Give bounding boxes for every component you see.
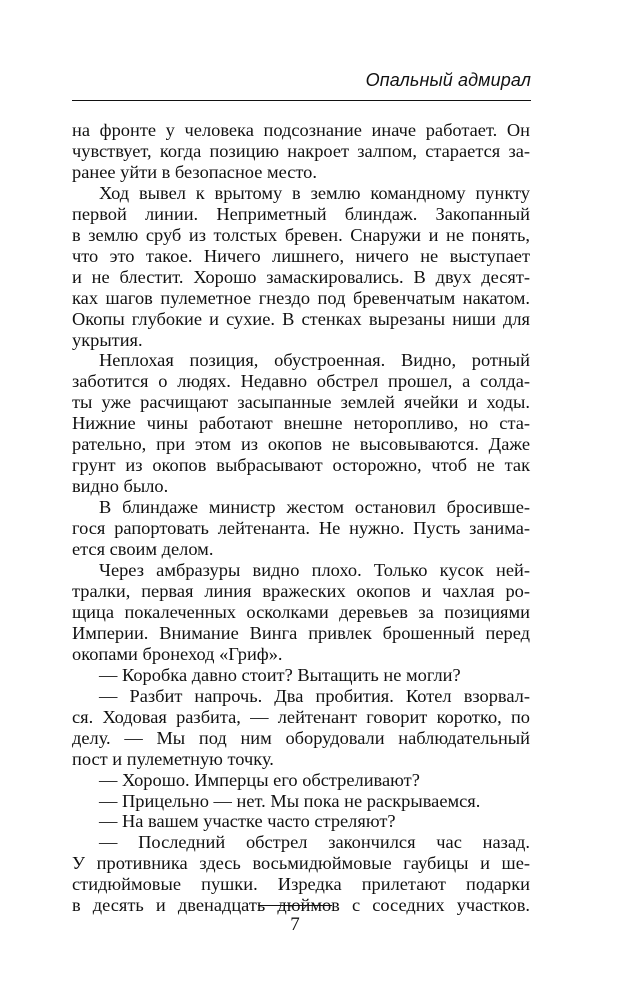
text-line: У противника здесь восьмидюймовые гаубицы и ше- <box>72 853 530 874</box>
text-line: гося рапортовать лейтенанта. Не нужно. Пусть занима- <box>72 518 530 539</box>
text-line: — На вашем участке часто стреляют? <box>99 811 396 832</box>
footer-divider <box>258 905 332 906</box>
paragraph <box>72 183 530 351</box>
paragraph <box>72 120 530 183</box>
text-line: ется своим делом. <box>72 539 214 560</box>
text-line: чувствует, когда позицию накроет залпом, старается за- <box>72 140 530 161</box>
text-line: делу. — Мы под ним оборудовали наблюдательный <box>72 727 530 748</box>
text-line: — Прицельно — нет. Мы пока не раскрываемся. <box>99 790 481 811</box>
text-line: ках шагов пулеметное гнездо под бревенчатым накатом. <box>72 287 530 308</box>
text-line: стидюймовые пушки. Изредка прилетают подарки <box>72 874 530 895</box>
text-line: тралки, первая линия вражеских окопов и чахлая ро- <box>72 580 530 601</box>
text-line: заботится о людях. Недавно обстрел прошел, а солда- <box>72 371 530 392</box>
text-line: Неплохая позиция, обустроенная. Видно, ротный <box>99 350 530 371</box>
text-line: в десять и двенадцать дюймов с соседних участков. <box>72 895 530 916</box>
page-number: 7 <box>290 914 300 935</box>
header-divider <box>72 100 531 101</box>
dialogue-line <box>72 832 530 916</box>
text-line: в землю сруб из толстых бревен. Снаружи и не понять, <box>72 224 530 245</box>
text-line: что это такое. Ничего лишнего, ничего не выступает <box>72 245 530 266</box>
text-line: грунт из окопов выбрасывают осторожно, чтоб не так <box>72 455 530 476</box>
text-line: — Хорошо. Имперцы его обстреливают? <box>99 769 420 790</box>
running-header-title: Опальный адмирал <box>365 70 531 90</box>
text-line: ранее уйти в безопасное место. <box>72 161 317 182</box>
text-line: на фронте у человека подсознание иначе работает. Он <box>72 120 530 140</box>
paragraph <box>72 350 530 497</box>
dialogue-line <box>72 791 530 812</box>
text-line: Нижние чины работают внешне неторопливо, но ста- <box>72 413 530 434</box>
body-text <box>72 120 530 916</box>
text-line: — Коробка давно стоит? Вытащить не могли? <box>99 664 461 685</box>
text-line: рательно, при этом из окопов не высовываются. Даже <box>72 434 530 455</box>
text-line: ся. Ходовая разбита, — лейтенант говорит коротко, по <box>72 706 530 727</box>
text-line: ты уже расчищают засыпанные землей ячейки и ходы. <box>72 392 530 413</box>
text-line: и не блестит. Хорошо замаскировались. В двух десят- <box>72 266 530 287</box>
text-line: Через амбразуры видно плохо. Только кусок ней- <box>99 560 530 581</box>
text-line: — Последний обстрел закончился час назад. <box>99 832 530 853</box>
dialogue-line <box>72 665 530 686</box>
text-line: Окопы глубокие и сухие. В стенках вырезаны ниши для <box>72 308 530 329</box>
dialogue-line <box>72 770 530 791</box>
text-line: Империи. Внимание Винга привлек брошенный перед <box>72 622 530 643</box>
dialogue-line <box>72 686 530 770</box>
text-line: щица покалеченных осколками деревьев за позициями <box>72 601 530 622</box>
text-line: — Разбит напрочь. Два пробития. Котел взорвал- <box>99 685 530 706</box>
paragraph <box>72 560 530 665</box>
text-line: В блиндаже министр жестом остановил бросивше- <box>99 497 530 518</box>
text-line: видно было. <box>72 476 169 497</box>
dialogue-line <box>72 811 530 832</box>
text-line: первой линии. Неприметный блиндаж. Закопанный <box>72 203 530 224</box>
text-line: укрытия. <box>72 329 143 350</box>
text-line: Ход вывел к врытому в землю командному пункту <box>99 182 530 203</box>
text-line: окопами бронеход «Гриф». <box>72 643 283 664</box>
paragraph <box>72 497 530 560</box>
text-line: пост и пулеметную точку. <box>72 748 274 769</box>
